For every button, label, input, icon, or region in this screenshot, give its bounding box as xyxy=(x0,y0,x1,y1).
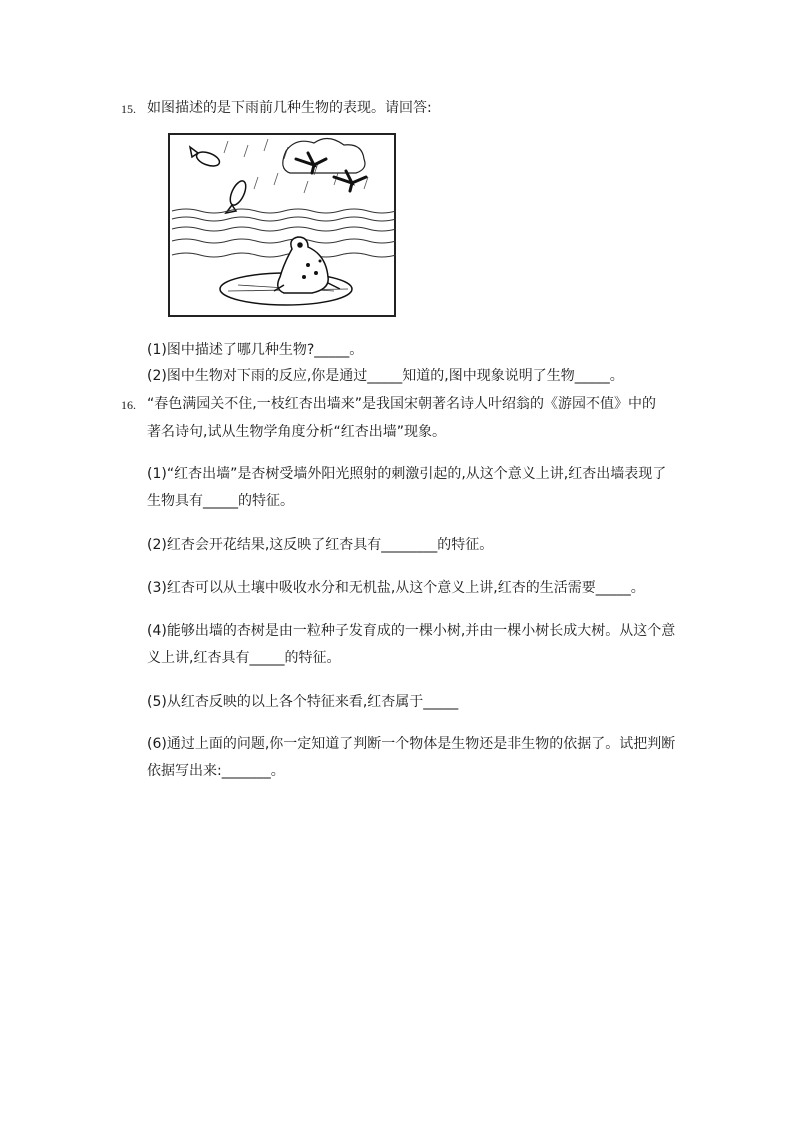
question-15-sub-2: (2)图中生物对下雨的反应,你是通过_____知道的,图中现象说明了生物_____。 xyxy=(147,368,624,384)
question-15-stem: 如图描述的是下雨前几种生物的表现。请回答: xyxy=(147,100,432,116)
weather-organisms-illustration xyxy=(168,133,396,317)
question-16-sub-1-line-2: 生物具有_____的特征。 xyxy=(147,493,294,509)
question-16-sub-4-line-2: 义上讲,红杏具有_____的特征。 xyxy=(147,650,341,666)
question-16-stem-line-2: 著名诗句,试从生物学角度分析“红杏出墙”现象。 xyxy=(147,424,446,440)
question-16-sub-6-line-1: (6)通过上面的问题,你一定知道了判断一个物体是生物还是非生物的依据了。试把判断 xyxy=(147,736,676,752)
question-16-sub-1-line-1: (1)“红杏出墙”是杏树受墙外阳光照射的刺激引起的,从这个意义上讲,红杏出墙表现了 xyxy=(147,466,667,482)
question-16-sub-6-line-2: 依据写出来:_______。 xyxy=(147,763,285,779)
question-16-number: 16. xyxy=(121,398,136,412)
question-16-sub-3: (3)红杏可以从土壤中吸收水分和无机盐,从这个意义上讲,红杏的生活需要_____。 xyxy=(147,580,645,596)
question-16-sub-5: (5)从红杏反映的以上各个特征来看,红杏属于_____ xyxy=(147,694,459,710)
question-16-stem-line-1: “春色满园关不住,一枝红杏出墙来”是我国宋朝著名诗人叶绍翁的《游园不值》中的 xyxy=(147,396,656,412)
question-15-number: 15. xyxy=(121,102,136,116)
question-15-sub-1: (1)图中描述了哪几种生物?_____。 xyxy=(147,342,364,358)
question-16-sub-4-line-1: (4)能够出墙的杏树是由一粒种子发育成的一棵小树,并由一棵小树长成大树。从这个意 xyxy=(147,623,676,639)
question-16-sub-2: (2)红杏会开花结果,这反映了红杏具有________的特征。 xyxy=(147,537,494,553)
